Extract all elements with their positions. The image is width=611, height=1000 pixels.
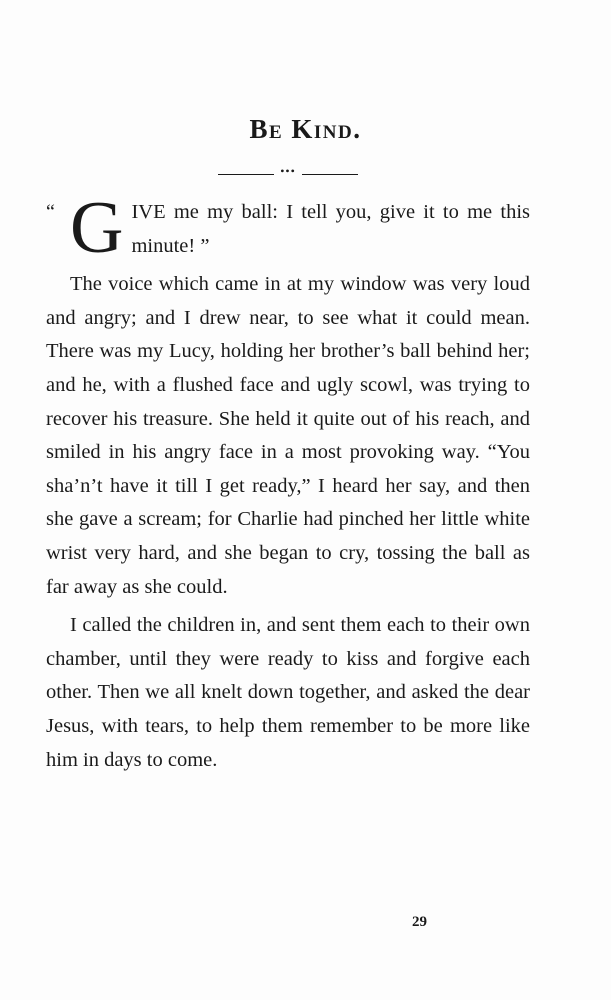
body-text (46, 187, 530, 782)
title-ornament (218, 164, 358, 180)
ornament-rule-right (302, 174, 358, 175)
drop-cap-letter: G (70, 187, 124, 269)
paragraph-3: I called the children in, and sent them each to their own chamber, until they were ready to kiss and forgive each other. Then we all knelt down together, and asked the dear Jesus, with tears, to help them remember to be more like him in days to come. (46, 614, 530, 771)
page-number: 29 (412, 914, 427, 930)
paragraph-1 (46, 187, 530, 269)
chapter-title: Be Kind. (249, 114, 362, 144)
ornament-rule-left (218, 174, 274, 175)
paragraph-1-text: IVE me my ball: I tell you, give it to me this minute! ” (131, 201, 530, 257)
paragraph-2: The voice which came in at my window was very loud and angry; and I drew near, to see what it could mean. There was my Lucy, holding her brother’s ball behind her; and he, with a flushed face and ugly scowl, was trying to recover his treasure. She held it quite out of his reach, and smiled in his angry face in a most provoking way. “You sha’n’t have it till I get ready,” I heard her say, and then she gave a scream; for Charlie had pinched her little white wrist very hard, and she began to cry, tossing the ball as far away as she could. (46, 273, 530, 598)
opening-quote-mark: “ (46, 201, 55, 223)
ornament-dots: ••• (280, 164, 296, 178)
